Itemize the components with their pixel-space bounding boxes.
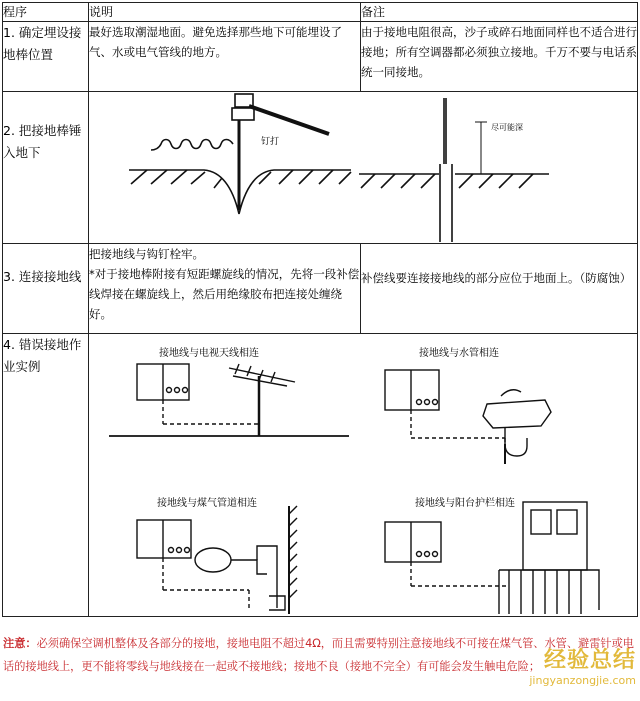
step-3-label: 3. 连接接地线 [3, 244, 89, 334]
ac-unit-icon [137, 520, 191, 558]
watermark-url: jingyanzongjie.com [529, 674, 636, 687]
step-3-remarks: 补偿线要连接接地线的部分应位于地面上。（防腐蚀） [361, 244, 638, 334]
step-1-label: 1. 确定埋设接地棒位置 [3, 22, 89, 92]
step-3-description [89, 244, 361, 334]
table-row [3, 92, 638, 244]
hammer-handle [249, 106, 329, 134]
case-gas-pipe [137, 506, 297, 614]
header-step: 程序 [3, 3, 89, 22]
wrong-grounding-examples [89, 334, 637, 615]
table-header-row [3, 3, 638, 22]
rod-depth-figure [359, 98, 549, 242]
step-4-label: 4. 错误接地作业实例 [3, 334, 89, 617]
drive-rod-illustration [89, 92, 637, 242]
gas-tank-icon [195, 548, 231, 572]
hammer-label: 钉打 [261, 137, 280, 147]
step-2-illustration [89, 92, 638, 244]
hammer-driving-figure [129, 94, 351, 214]
warning-label: 注意： [3, 637, 37, 650]
ac-unit-icon [385, 370, 439, 410]
header-description: 说明 [89, 3, 361, 22]
sink-icon [483, 400, 551, 428]
case-water-pipe [385, 370, 551, 464]
step-3-desc-line2: *对于接地棒附接有短距螺旋线的情况，先将一段补偿线焊接在螺旋线上，然后用绝缘胶布把连接处缠绕好。 [89, 267, 360, 321]
step-1-remarks: 由于接地电阻很高，沙子或碎石地面同样也不适合进行接地；所有空调器都必须独立接地。千万不要与电话系统一同接地。 [361, 22, 638, 92]
warning-text: 必须确保空调机整体及各部分的接地，接地电阻不超过4Ω，而且需要特别注意接地线不可接在煤气管、水管、避雷针或电话的接地线上，更不能将零线与地线接在一起或不接地线；接地不良（接地不完全）有可能会发生触电危险； [3, 637, 634, 673]
step-1-description: 最好选取潮湿地面。避免选择那些地下可能埋设了气、水或电气管线的地方。 [89, 22, 361, 92]
table-row [3, 334, 638, 617]
step-2-label: 2. 把接地棒锤入地下 [3, 92, 89, 244]
case-balcony-railing-label: 接地线与阳台护栏相连 [415, 498, 515, 509]
depth-label: 尽可能深 [491, 123, 523, 132]
grounding-procedure-table [2, 2, 638, 617]
table-row [3, 22, 638, 92]
step-4-illustration [89, 334, 638, 617]
case-gas-pipe-label: 接地线与煤气管道相连 [157, 498, 257, 509]
watermark [529, 648, 636, 688]
step-3-desc-line1: 把接地线与钩钉栓牢。 [89, 247, 204, 261]
case-balcony-railing [385, 502, 599, 614]
header-remarks: 备注 [361, 3, 638, 22]
case-tv-antenna-label: 接地线与电视天线相连 [159, 348, 259, 359]
spiral-wire [151, 140, 233, 151]
table-row [3, 244, 638, 334]
case-water-pipe-label: 接地线与水管相连 [419, 348, 499, 359]
watermark-name: 经验总结 [543, 648, 636, 673]
case-tv-antenna [109, 364, 349, 436]
